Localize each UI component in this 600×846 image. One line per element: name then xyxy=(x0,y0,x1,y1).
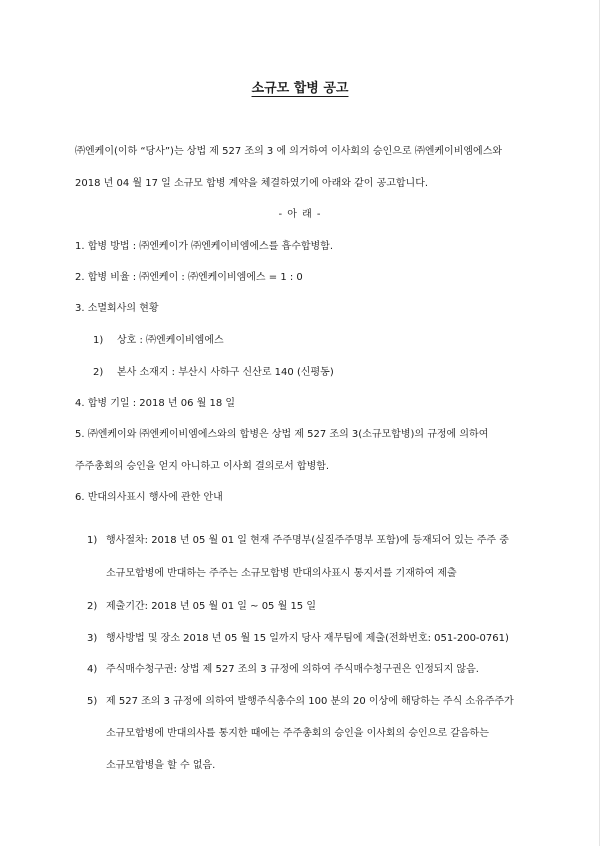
intro-line-2: 2018 년 04 월 17 일 소규모 합병 계약을 체결하였기에 아래와 같이 공고합니다. xyxy=(75,178,429,189)
section-6-item-4 xyxy=(87,663,479,677)
intro-line-1: ㈜엔케이(이하 “당사”)는 상법 제 527 조의 3 에 의거하여 이사회의 승인으로 ㈜엔케이비엠에스와 xyxy=(75,146,503,157)
item-number: 1) xyxy=(87,535,98,546)
section-4: 4. 합병 기일 : 2018 년 06 월 18 일 xyxy=(75,398,236,409)
section-6-item-5 xyxy=(87,695,514,709)
section-3-item-2 xyxy=(93,366,334,380)
item-text: 행사절차: 2018 년 05 월 01 일 현재 주주명부(실질주주명부 포함)에 등재되어 있는 주주 중 xyxy=(106,535,509,546)
item-text: 본사 소재지 : 부산시 사하구 신산로 140 (신평동) xyxy=(117,367,334,378)
item-text: 제 527 조의 3 규정에 의하여 발행주식총수의 100 분의 20 이상에 해당하는 주식 소유주주가 xyxy=(106,696,514,707)
section-6-item-5-continuation-1: 소규모합병에 반대의사를 통지한 때에는 주주총회의 승인을 이사회의 승인으로 갈음하는 xyxy=(106,728,489,739)
section-3: 3. 소멸회사의 현황 xyxy=(75,303,159,314)
item-number: 2) xyxy=(87,601,98,612)
section-3-item-1 xyxy=(93,334,224,348)
item-number: 5) xyxy=(87,696,98,707)
section-6-item-1 xyxy=(87,534,509,548)
section-5-line-2: 주주총회의 승인을 얻지 아니하고 이사회 결의로서 합병함. xyxy=(75,461,330,472)
item-number: 1) xyxy=(93,335,104,346)
section-6: 6. 반대의사표시 행사에 관한 안내 xyxy=(75,492,223,503)
item-number: 2) xyxy=(93,367,104,378)
item-number: 3) xyxy=(87,633,98,644)
section-6-item-2 xyxy=(87,600,316,614)
item-text: 행사방법 및 장소 2018 년 05 월 15 일까지 당사 재무팀에 제출(전화번호: 051-200-0761) xyxy=(106,633,509,644)
notice-marker: - 아 래 - xyxy=(278,209,322,220)
section-6-item-5-continuation-2: 소규모합병을 할 수 없음. xyxy=(106,760,216,771)
item-number: 4) xyxy=(87,664,98,675)
section-6-item-3 xyxy=(87,632,509,646)
section-1: 1. 합병 방법 : ㈜엔케이가 ㈜엔케이비엠에스를 흡수합병함. xyxy=(75,241,334,252)
page-title: 소규모 합병 공고 xyxy=(251,81,349,96)
item-text: 상호 : ㈜엔케이비엠에스 xyxy=(117,335,224,346)
section-6-item-1-continuation: 소규모합병에 반대하는 주주는 소규모합병 반대의사표시 통지서를 기재하여 제출 xyxy=(106,568,457,579)
item-text: 주식매수청구권: 상법 제 527 조의 3 규정에 의하여 주식매수청구권은 인정되지 않음. xyxy=(106,664,479,675)
section-5-line-1: 5. ㈜엔케이와 ㈜엔케이비엠에스와의 합병은 상법 제 527 조의 3(소규모합병)의 규정에 의하여 xyxy=(75,429,489,440)
section-2: 2. 합병 비율 : ㈜엔케이 : ㈜엔케이비엠에스 = 1 : 0 xyxy=(75,272,303,283)
item-text: 제출기간: 2018 년 05 월 01 일 ~ 05 월 15 일 xyxy=(106,601,317,612)
